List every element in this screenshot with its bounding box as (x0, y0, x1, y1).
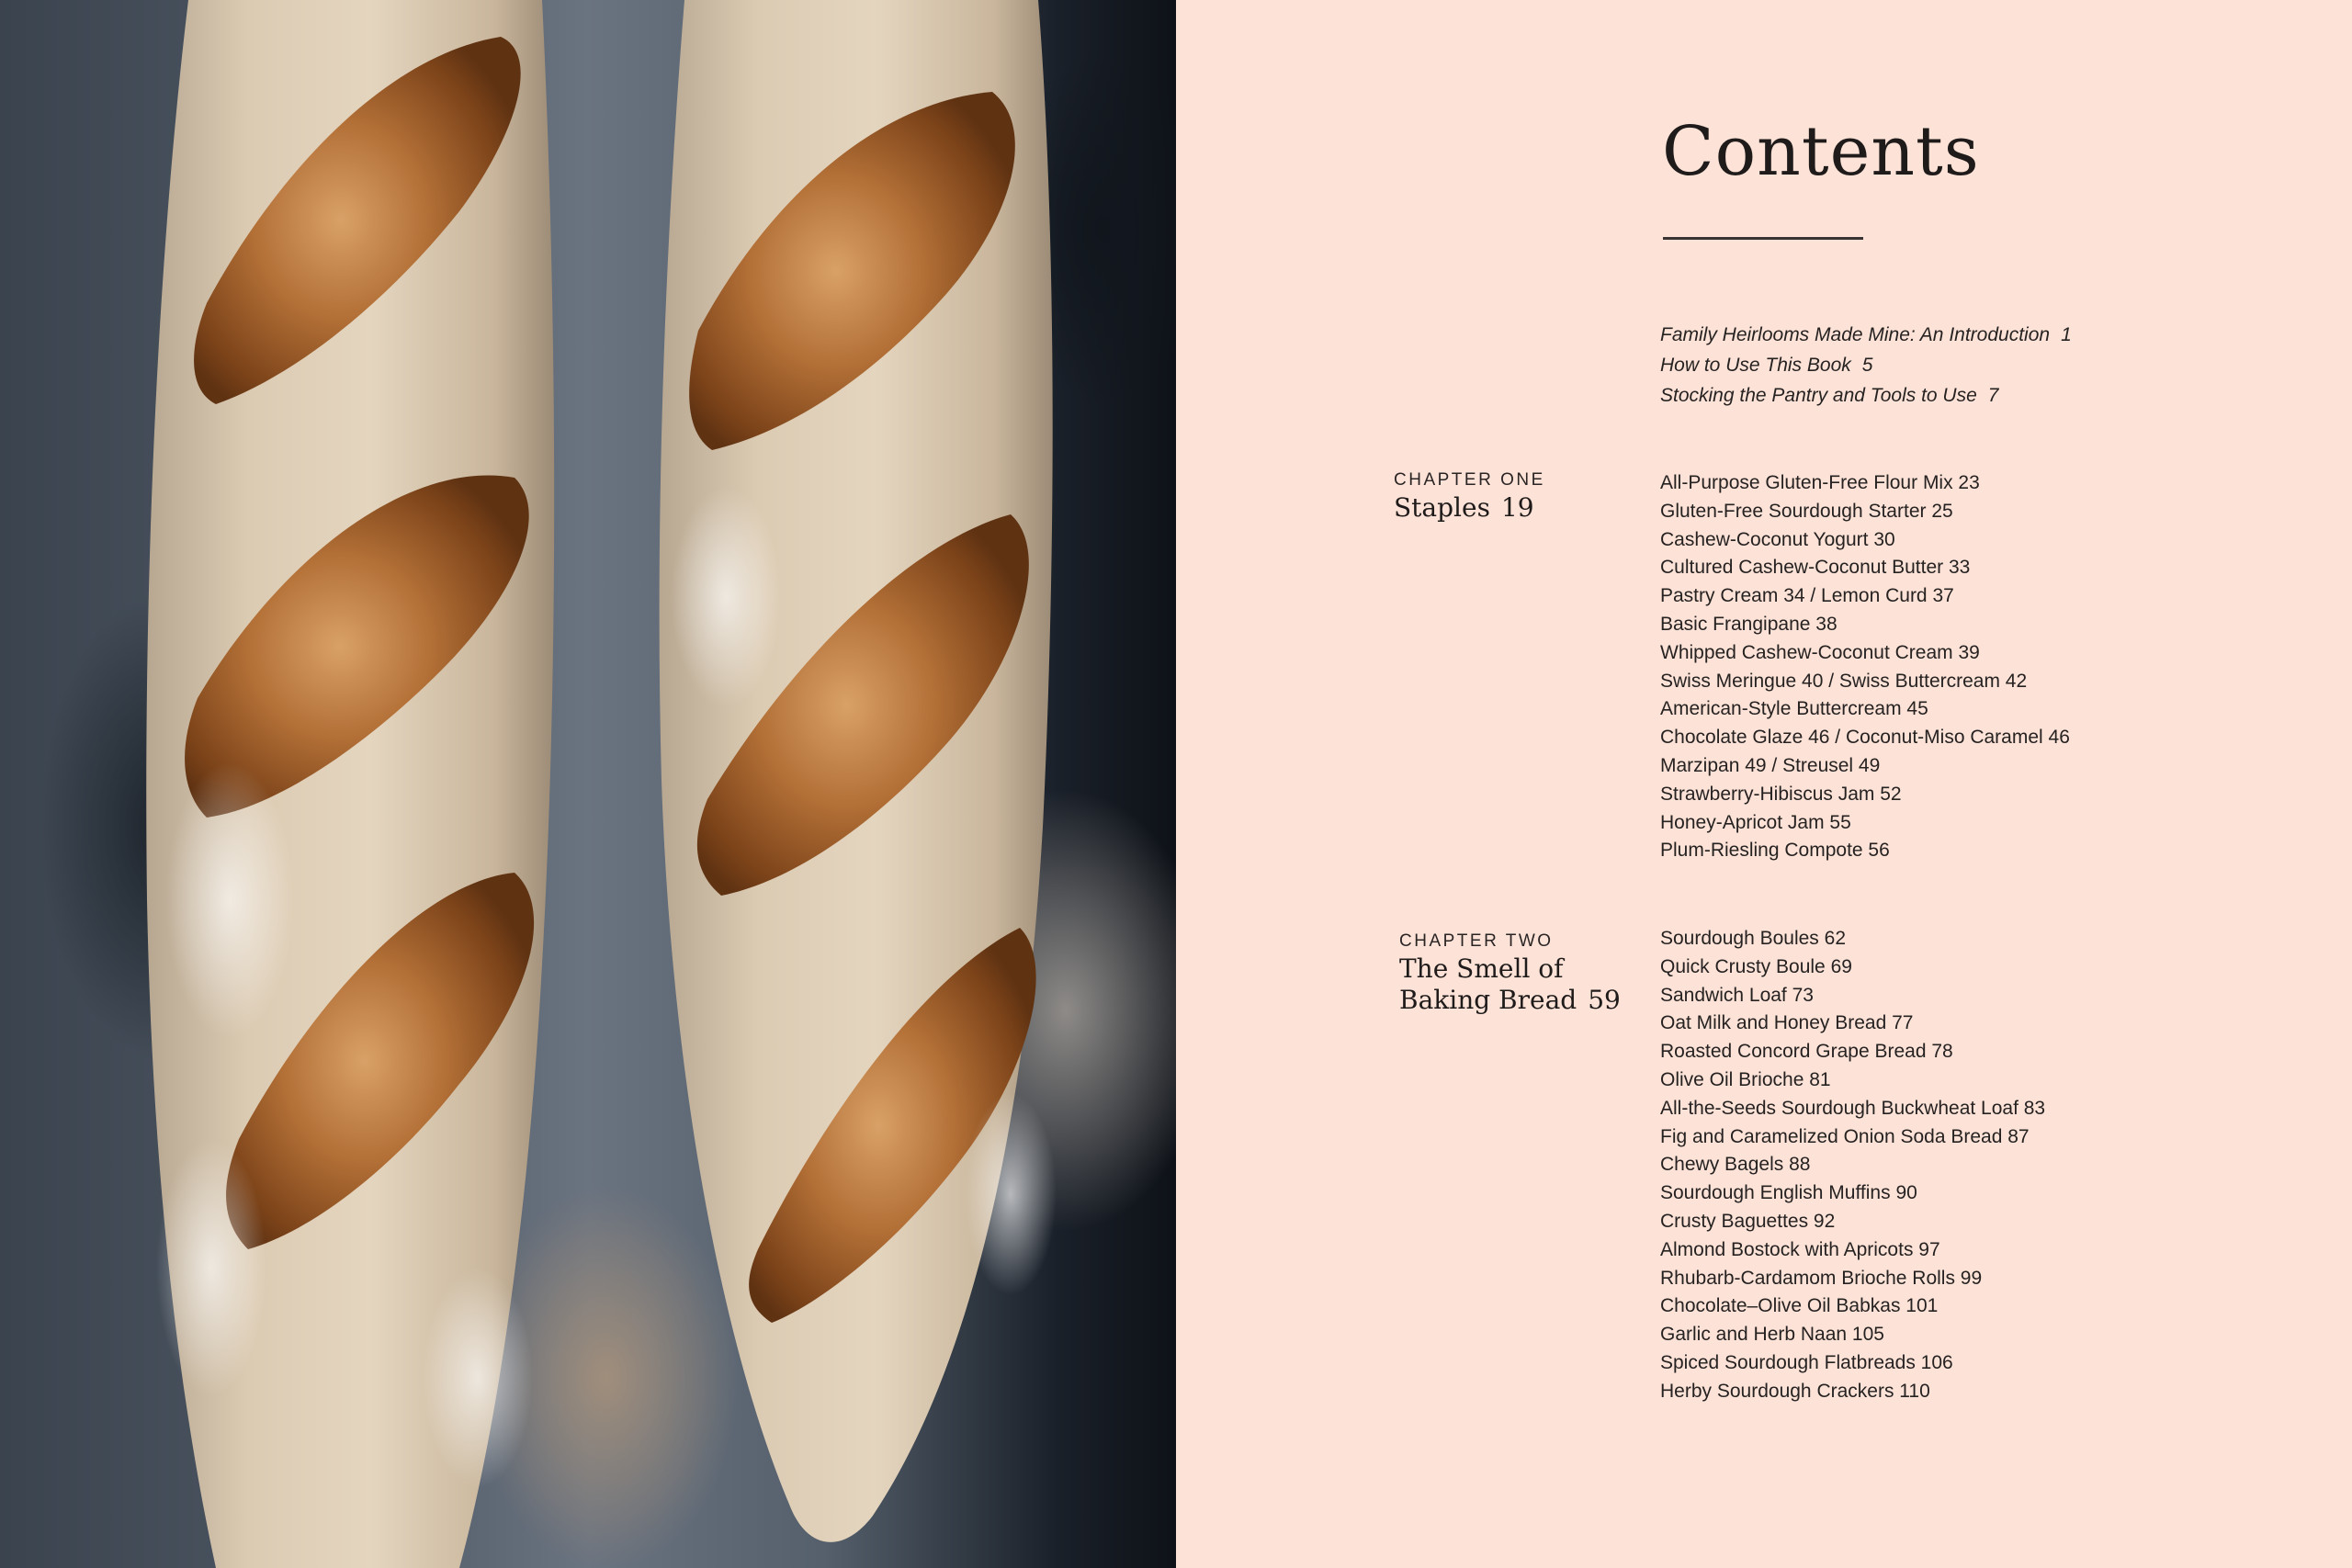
recipe-entry: Garlic and Herb Naan 105 (1660, 1324, 1884, 1346)
left-baguette (146, 0, 554, 1568)
recipe-entry: All-Purpose Gluten-Free Flour Mix 23 (1660, 472, 1980, 493)
chapter-label: CHAPTER TWO (1399, 931, 1554, 951)
intro-entry-title: Stocking the Pantry and Tools to Use (1660, 385, 1977, 406)
recipe-entry: Gluten-Free Sourdough Starter 25 (1660, 500, 1953, 522)
title-divider (1663, 237, 1863, 240)
chapter-title (1399, 953, 1638, 1016)
chapter-title (1394, 492, 1633, 524)
recipe-entry: Chocolate Glaze 46 / Coconut-Miso Caramel 46 (1660, 727, 2070, 749)
recipe-entry: Basic Frangipane 38 (1660, 613, 1838, 635)
recipe-entry: Swiss Meringue 40 / Swiss Buttercream 42 (1660, 670, 2028, 692)
intro-entry (1660, 320, 2072, 350)
recipe-entry: Crusty Baguettes 92 (1660, 1210, 1836, 1232)
recipe-entry: Sourdough Boules 62 (1660, 928, 1846, 949)
recipe-entry: Herby Sourdough Crackers 110 (1660, 1380, 1930, 1402)
chapter-two-recipe-list (1660, 925, 2045, 1406)
intro-entry-title: Family Heirlooms Made Mine: An Introduction (1660, 324, 2051, 345)
recipe-entry: All-the-Seeds Sourdough Buckwheat Loaf 83 (1660, 1097, 2046, 1119)
recipe-entry: Chocolate–Olive Oil Babkas 101 (1660, 1295, 1939, 1317)
recipe-entry: Cashew-Coconut Yogurt 30 (1660, 528, 1895, 550)
recipe-entry: Sandwich Loaf 73 (1660, 984, 1814, 1006)
chapter-two-heading (1399, 930, 1638, 1016)
chapter-page: 19 (1500, 492, 1534, 523)
intro-entry (1660, 380, 2072, 411)
recipe-entry: Rhubarb-Cardamom Brioche Rolls 99 (1660, 1267, 1983, 1289)
chapter-one-heading (1394, 468, 1633, 524)
intro-entry-title: How to Use This Book (1660, 355, 1851, 376)
contents-title: Contents (1662, 112, 1980, 191)
recipe-entry: American-Style Buttercream 45 (1660, 698, 1928, 720)
recipe-entry: Chewy Bagels 88 (1660, 1154, 1811, 1176)
intro-entry-page: 7 (1987, 385, 1999, 406)
recipe-entry: Olive Oil Brioche 81 (1660, 1068, 1831, 1090)
intro-entry-page: 1 (2061, 324, 2072, 345)
recipe-entry: Spiced Sourdough Flatbreads 106 (1660, 1351, 1953, 1373)
recipe-entry: Quick Crusty Boule 69 (1660, 955, 1852, 977)
chapter-page: 59 (1588, 985, 1621, 1015)
chapter-title-text: The Smell of Baking Bread (1399, 953, 1577, 1015)
recipe-entry: Almond Bostock with Apricots 97 (1660, 1238, 1940, 1260)
chapter-title-text: Staples (1394, 492, 1490, 523)
recipe-entry: Roasted Concord Grape Bread 78 (1660, 1041, 1953, 1063)
recipe-entry: Oat Milk and Honey Bread 77 (1660, 1012, 1914, 1034)
recipe-entry: Pastry Cream 34 / Lemon Curd 37 (1660, 585, 1954, 607)
recipe-entry: Strawberry-Hibiscus Jam 52 (1660, 783, 1902, 805)
right-baguette (660, 0, 1057, 1542)
recipe-entry: Sourdough English Muffins 90 (1660, 1182, 1917, 1204)
recipe-entry: Plum-Riesling Compote 56 (1660, 840, 1890, 862)
intro-entry (1660, 350, 2072, 380)
recipe-entry: Honey-Apricot Jam 55 (1660, 811, 1851, 833)
recipe-entry: Marzipan 49 / Streusel 49 (1660, 754, 1881, 776)
chapter-one-recipe-list (1660, 469, 2070, 865)
recipe-entry: Whipped Cashew-Coconut Cream 39 (1660, 641, 1980, 663)
chapter-label: CHAPTER ONE (1394, 470, 1545, 490)
recipe-entry: Fig and Caramelized Onion Soda Bread 87 (1660, 1125, 2030, 1147)
intro-entry-page: 5 (1861, 355, 1873, 376)
intro-entries-list (1660, 320, 2072, 411)
recipe-entry: Cultured Cashew-Coconut Butter 33 (1660, 557, 1971, 579)
